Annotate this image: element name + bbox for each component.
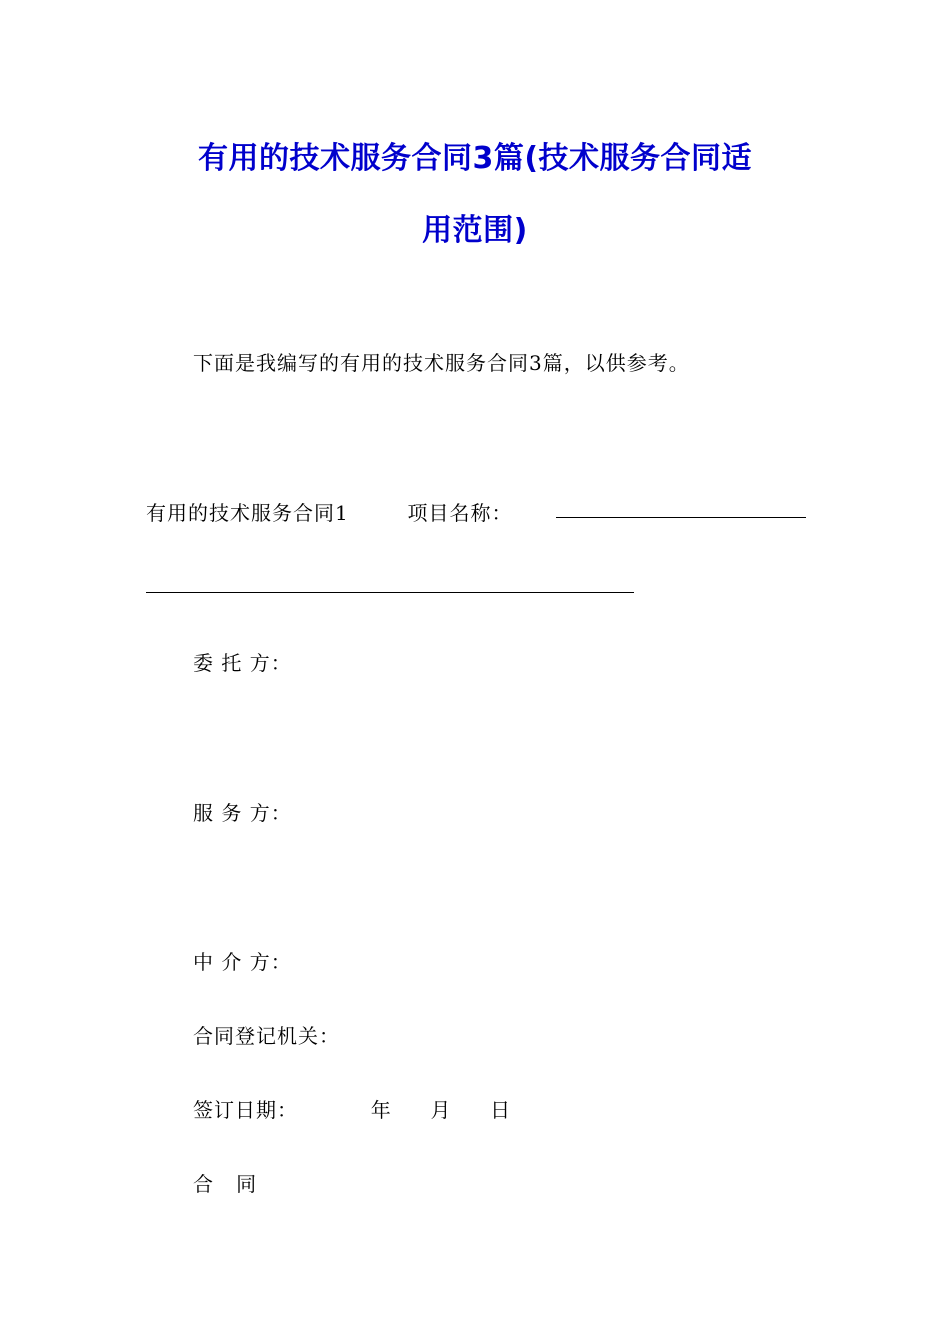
sign-date-label: 签订日期： <box>193 1098 298 1122</box>
registry-label: 合同登记机关： <box>193 1024 340 1048</box>
title-line-1: 有用的技术服务合同3篇(技术服务合同适 <box>197 141 753 176</box>
year-label: 年 <box>370 1098 392 1122</box>
intermediary-label: 中 介 方： <box>193 950 292 974</box>
client-label: 委 托 方： <box>193 651 292 675</box>
service-provider-label: 服 务 方： <box>193 801 292 825</box>
intro-text: 下面是我编写的有用的技术服务合同3篇，以供参考。 <box>193 351 690 375</box>
sign-date-row <box>193 1094 511 1123</box>
month-label: 月 <box>430 1098 452 1122</box>
contract-heading <box>146 497 512 526</box>
project-name-field[interactable] <box>556 517 806 518</box>
day-label: 日 <box>490 1098 512 1122</box>
project-name-field-continued[interactable] <box>146 592 634 593</box>
contract-heading-label: 有用的技术服务合同1 <box>146 501 349 525</box>
project-name-label: 项目名称： <box>407 501 513 525</box>
title-line-2: 用范围) <box>422 213 528 248</box>
contract-text: 合 同 <box>193 1172 258 1196</box>
